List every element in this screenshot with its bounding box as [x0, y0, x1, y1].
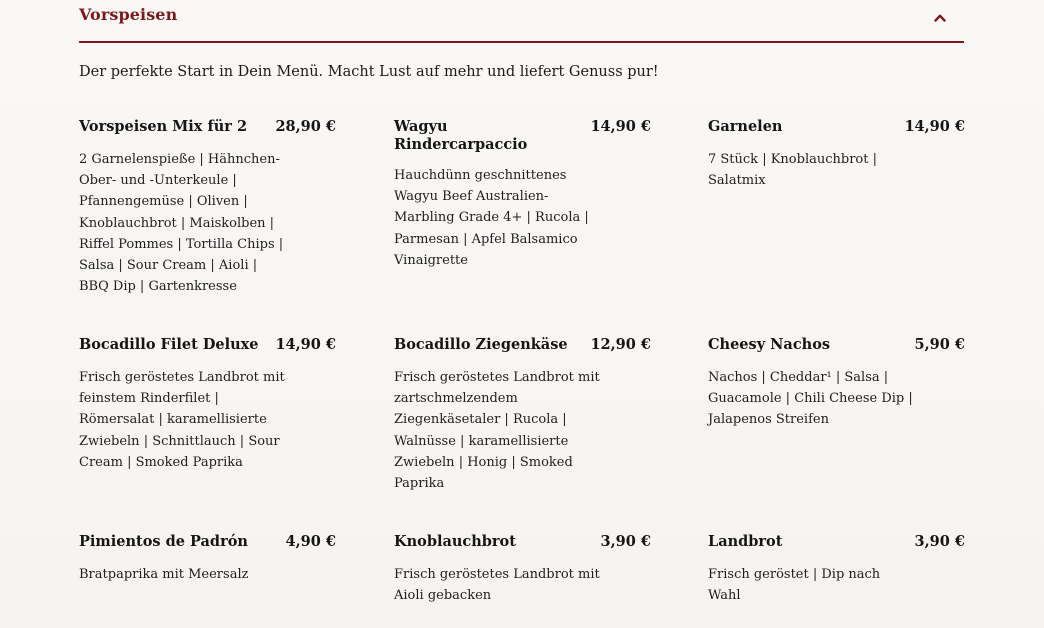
- item-name: Bocadillo Filet Deluxe: [79, 336, 259, 353]
- menu-item: [708, 533, 965, 606]
- item-name: Vorspeisen Mix für 2: [79, 118, 248, 135]
- item-price: 14,90 €: [275, 336, 336, 353]
- item-name: Pimientos de Padrón: [79, 533, 248, 550]
- item-price: 28,90 €: [275, 118, 336, 135]
- menu-item: [79, 336, 336, 473]
- menu-item: [394, 533, 651, 606]
- item-description: 2 Garnelenspieße | Hähnchen-Ober- und -Unterkeule | Pfannengemüse | Oliven | Knoblauchbrot | Maiskolben | Riffel Pommes | Tortilla Chips | Salsa | Sour Cream | Aioli | BBQ Dip | Gartenkresse: [79, 152, 284, 295]
- menu-item: [708, 336, 965, 431]
- item-price: 3,90 €: [600, 533, 651, 550]
- menu-item: [79, 118, 336, 297]
- item-price: 5,90 €: [914, 336, 965, 353]
- item-name: Cheesy Nachos: [708, 336, 831, 353]
- item-name: Landbrot: [708, 533, 783, 550]
- menu-item: [79, 533, 336, 585]
- item-price: 14,90 €: [590, 118, 651, 135]
- item-description: Frisch geröstetes Landbrot mit Aioli gebacken: [394, 567, 600, 604]
- section-header-toggle[interactable]: [79, 0, 964, 43]
- item-description: Frisch geröstetes Landbrot mit zartschmelzendem Ziegenkäsetaler | Rucola | Walnüsse | karamellisierte Zwiebeln | Honig | Smoked Paprika: [394, 370, 600, 492]
- item-description: Hauchdünn geschnittenes Wagyu Beef Australien-Marbling Grade 4+ | Rucola | Parmesan | Apfel Balsamico Vinaigrette: [394, 168, 589, 268]
- item-price: 14,90 €: [904, 118, 965, 135]
- section-intro: Der perfekte Start in Dein Menü. Macht Lust auf mehr und liefert Genuss pur!: [79, 64, 659, 80]
- item-description: 7 Stück | Knoblauchbrot | Salatmix: [708, 152, 877, 189]
- menu-item: [394, 118, 651, 271]
- item-name: Knoblauchbrot: [394, 533, 516, 550]
- menu-item: [394, 336, 651, 494]
- item-description: Nachos | Cheddar¹ | Salsa | Guacamole | Chili Cheese Dip | Jalapenos Streifen: [708, 370, 913, 428]
- item-price: 3,90 €: [914, 533, 965, 550]
- item-description: Frisch geröstetes Landbrot mit feinstem Rinderfilet | Römersalat | karamellisierte Zwiebeln | Schnittlauch | Sour Cream | Smoked Paprika: [79, 370, 285, 470]
- item-price: 4,90 €: [285, 533, 336, 550]
- item-name: Wagyu Rindercarpaccio: [394, 118, 528, 153]
- menu-item: [708, 118, 965, 191]
- item-name: Garnelen: [708, 118, 783, 135]
- chevron-up-icon[interactable]: [934, 12, 946, 24]
- item-description: Frisch geröstet | Dip nach Wahl: [708, 567, 881, 604]
- item-price: 12,90 €: [590, 336, 651, 353]
- item-name: Bocadillo Ziegenkäse: [394, 336, 568, 353]
- section-title: Vorspeisen: [79, 5, 178, 24]
- item-description: Bratpaprika mit Meersalz: [79, 567, 249, 582]
